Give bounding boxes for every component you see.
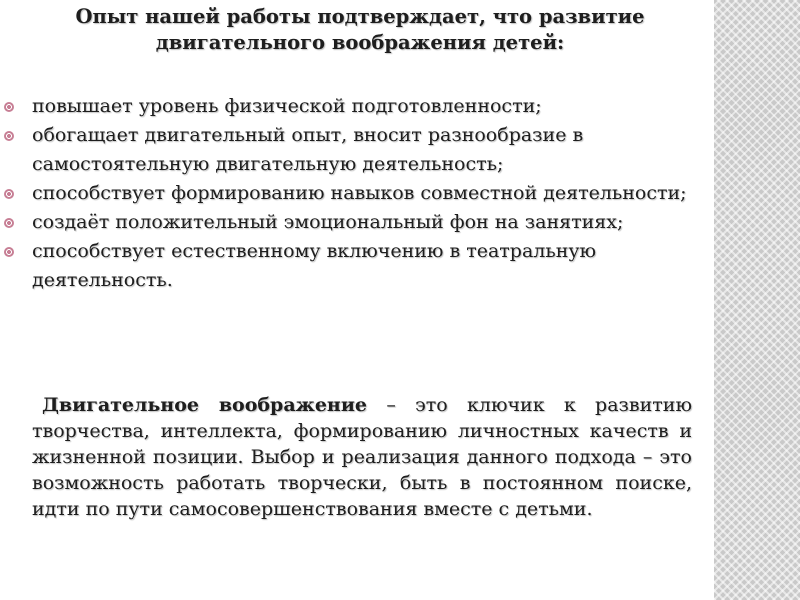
list-item bbox=[0, 121, 700, 179]
heading-line-2: двигательного воображения детей: bbox=[155, 31, 565, 54]
list-item bbox=[0, 179, 700, 208]
bullet-list bbox=[0, 92, 700, 295]
list-item-text: способствует естественному включению в театральную деятельность. bbox=[32, 240, 597, 291]
list-item-text: создаёт положительный эмоциональный фон на занятиях; bbox=[32, 211, 624, 233]
heading-line-1: Опыт нашей работы подтверждает, что развитие bbox=[75, 5, 645, 28]
ring-bullet-icon bbox=[4, 218, 14, 228]
list-item-text: повышает уровень физической подготовленности; bbox=[32, 95, 542, 117]
list-item bbox=[0, 208, 700, 237]
summary-term: Двигательное воображение bbox=[42, 394, 368, 416]
summary-paragraph bbox=[32, 392, 692, 522]
slide-heading bbox=[40, 4, 680, 56]
decorative-side-strip bbox=[714, 0, 800, 600]
ring-bullet-icon bbox=[4, 131, 14, 141]
ring-bullet-icon bbox=[4, 189, 14, 199]
list-item-text: способствует формированию навыков совместной деятельности; bbox=[32, 182, 687, 204]
ring-bullet-icon bbox=[4, 247, 14, 257]
list-item bbox=[0, 92, 700, 121]
ring-bullet-icon bbox=[4, 102, 14, 112]
list-item bbox=[0, 237, 700, 295]
list-item-text: обогащает двигательный опыт, вносит разнообразие в самостоятельную двигательную деятельность; bbox=[32, 124, 584, 175]
summary-text: – это ключик к развитию творчества, интеллекта, формированию личностных качеств и жизненной позиции. Выбор и реализация данного подхода – это возможность работать творчески, быть в постоянном поиске, идти по пути самосовершенствования вместе с детьми. bbox=[32, 394, 692, 520]
